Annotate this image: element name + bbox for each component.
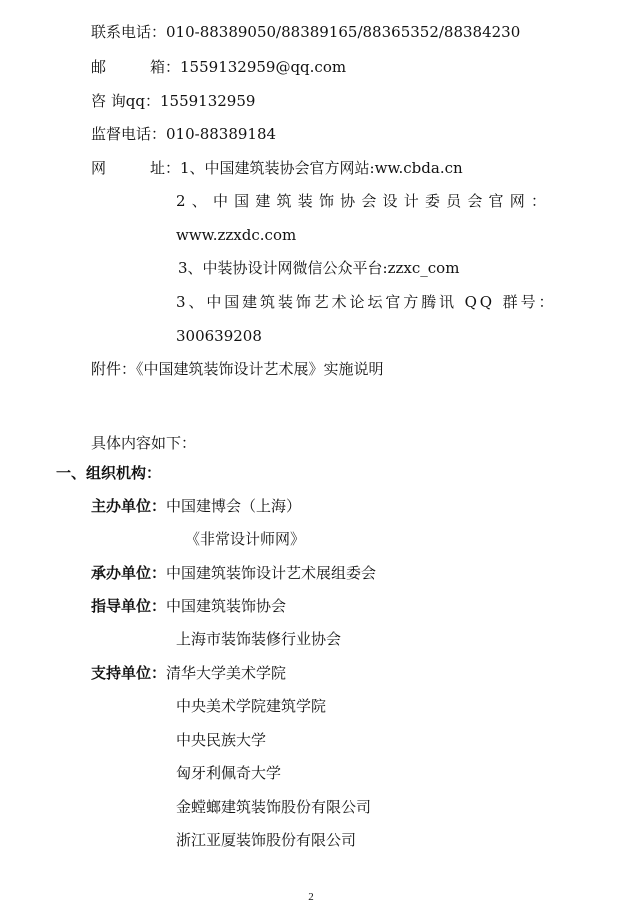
website-item-4-number: 300639208: [176, 327, 262, 345]
host-label: 主办单位：: [91, 497, 167, 515]
contact-phone-line: [91, 21, 520, 43]
support-label: 支持单位：: [91, 664, 167, 682]
email-label-first: 邮: [91, 58, 107, 76]
email-label-second: 箱：: [150, 58, 181, 76]
organizer-item-1: 中国建筑装饰设计艺术展组委会: [166, 564, 377, 582]
contact-website-line: [91, 157, 463, 179]
host-item-1: 中国建博会（上海）: [166, 497, 302, 515]
section-heading-organization: 一、组织机构：: [56, 464, 162, 482]
support-item-1: 清华大学美术学院: [166, 664, 287, 682]
support-item-4: 匈牙利佩奇大学: [176, 764, 282, 782]
qq-value: 1559132959: [159, 92, 256, 110]
website-item-3: 3、中装协设计网微信公众平台:zzxc_com: [178, 259, 460, 277]
email-value: 1559132959@qq.com: [180, 58, 347, 76]
support-item-6: 浙江亚厦装饰股份有限公司: [176, 831, 357, 849]
supervise-label: 监督电话：: [91, 125, 167, 143]
supervise-value: 010-88389184: [166, 125, 277, 143]
contact-qq-line: [91, 90, 255, 112]
attachment-note: 附件：《中国建筑装饰设计艺术展》实施说明: [91, 360, 384, 378]
org-organizer-line: [91, 562, 376, 584]
contact-supervise-line: [91, 123, 276, 145]
website-item-1: 1、中国建筑装协会官方网站:ww.cbda.cn: [180, 159, 463, 177]
guide-item-2: 上海市装饰装修行业协会: [176, 630, 342, 648]
qq-label: 咨 询qq：: [91, 92, 160, 110]
phone-value: 010-88389050/88389165/88365352/88384230: [166, 23, 521, 41]
website-label-first: 网: [91, 159, 107, 177]
org-host-line: [91, 495, 301, 517]
guide-label: 指导单位：: [91, 597, 167, 615]
support-item-3: 中央民族大学: [176, 731, 267, 749]
page-number: 2: [308, 891, 314, 903]
website-item-2-url: www.zzxdc.com: [176, 226, 297, 244]
org-support-line: [91, 662, 286, 684]
contact-email-line: [91, 56, 346, 78]
host-item-2: 《非常设计师网》: [185, 530, 306, 548]
phone-label: 联系电话：: [91, 23, 167, 41]
organizer-label: 承办单位：: [91, 564, 167, 582]
intro-text: 具体内容如下：: [91, 434, 197, 452]
website-label-second: 址：: [150, 159, 181, 177]
support-item-2: 中央美术学院建筑学院: [176, 697, 327, 715]
org-guide-line: [91, 595, 286, 617]
website-item-2: 2、中国建筑装饰协会设计委员会官网：: [176, 192, 553, 210]
website-item-4: 3、中国建筑装饰艺术论坛官方腾讯 QQ 群号：: [176, 293, 557, 311]
support-item-5: 金螳螂建筑装饰股份有限公司: [176, 798, 372, 816]
guide-item-1: 中国建筑装饰协会: [166, 597, 287, 615]
